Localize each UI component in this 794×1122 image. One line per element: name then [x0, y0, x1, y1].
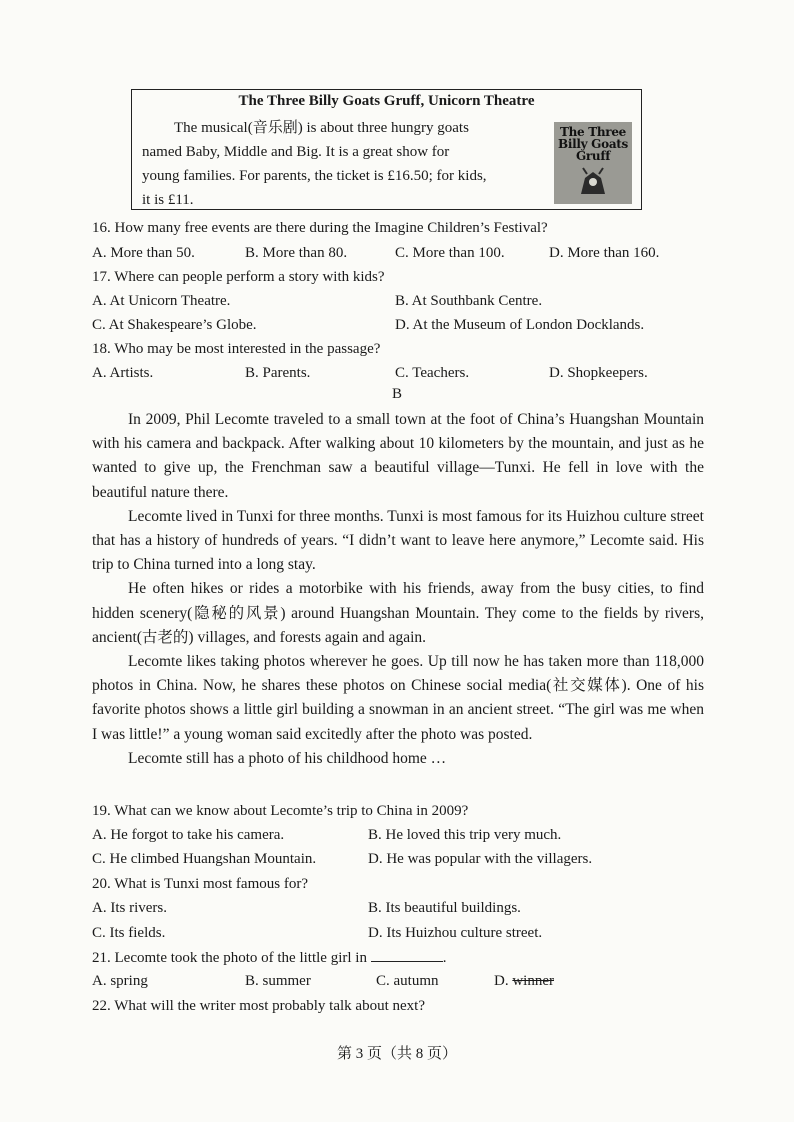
q20-option-b[interactable]: B. Its beautiful buildings. [368, 900, 521, 916]
q16-option-c[interactable]: C. More than 100. [395, 245, 505, 261]
q18-option-a[interactable]: A. Artists. [92, 365, 154, 381]
q21-stem-end: . [442, 950, 447, 966]
q19-option-b[interactable]: B. He loved this trip very much. [368, 827, 562, 843]
q21-option-a[interactable]: A. spring [92, 973, 148, 989]
q21-stem-text: 21. Lecomte took the photo of the little girl in [92, 950, 367, 966]
q18-option-c[interactable]: C. Teachers. [395, 365, 470, 381]
passage-paragraph: Lecomte likes taking photos wherever he goes. Up till now he has taken more than 118,000 photos in China. Now, he shares these photos on Chinese social media(社交媒体). One of his favorite photos shows a little girl building a snowman in an ancient street. “The girl was me when I was little!” a young woman said excitedly after the photo was posted. [92, 653, 704, 743]
question-19-stem: 19. What can we know about Lecomte’s trip to China in 2009? [92, 803, 469, 819]
poster-title-line: Gruff [575, 149, 611, 163]
passage-paragraph: He often hikes or rides a motorbike with his friends, away from the busy cities, to find hidden scenery(隐秘的风景) around Huangshan Mountain. They come to the fields by rivers, ancient(古老的) villages, and forests again and again. [92, 580, 704, 646]
passage-paragraph: Lecomte lived in Tunxi for three months. Tunxi is most famous for its Huizhou culture street that has a history of hundreds of years. “I didn’t want to leave here anymore,” Lecomte said. His trip to China turned into a long stay. [92, 507, 704, 574]
q21-option-d-label: D. [494, 973, 509, 989]
q19-option-a[interactable]: A. He forgot to take his camera. [92, 827, 285, 843]
question-17-stem: 17. Where can people perform a story with kids? [92, 269, 385, 285]
theatre-notice-box [131, 89, 642, 210]
q21-option-d-text: winner [512, 973, 554, 989]
notice-line: young families. For parents, the ticket is £16.50; for kids, [142, 168, 487, 184]
poster-image [554, 122, 632, 204]
passage-paragraph: In 2009, Phil Lecomte traveled to a small town at the foot of China’s Huangshan Mountain with his camera and backpack. After walking about 10 kilometers by the mountain, and just as he wanted to give up, the Frenchman saw a beautiful village—Tunxi. He fell in love with the beautiful nature there. [92, 411, 704, 501]
q21-option-d[interactable] [494, 973, 554, 990]
q20-option-c[interactable]: C. Its fields. [92, 925, 166, 941]
q21-option-c[interactable]: C. autumn [376, 973, 439, 989]
poster-title-line: Billy Goats [558, 137, 628, 151]
poster-title [557, 126, 629, 162]
question-22-stem: 22. What will the writer most probably talk about next? [92, 998, 425, 1014]
q18-option-b[interactable]: B. Parents. [245, 365, 311, 381]
q17-option-d[interactable]: D. At the Museum of London Docklands. [395, 317, 645, 333]
q20-option-d[interactable]: D. Its Huizhou culture street. [368, 925, 543, 941]
notice-text [142, 116, 538, 212]
notice-line: it is £11. [142, 192, 194, 208]
notice-line: The musical(音乐剧) is about three hungry goats [174, 120, 469, 136]
q18-option-d[interactable]: D. Shopkeepers. [549, 365, 648, 381]
notice-line: named Baby, Middle and Big. It is a great show for [142, 144, 450, 160]
question-20-stem: 20. What is Tunxi most famous for? [92, 876, 308, 892]
q16-option-d[interactable]: D. More than 160. [549, 245, 660, 261]
q16-option-b[interactable]: B. More than 80. [245, 245, 348, 261]
passage-b [92, 408, 704, 771]
poster-title-line: The Three [559, 125, 626, 139]
passage-paragraph: Lecomte still has a photo of his childhood home … [128, 749, 447, 767]
q17-option-c[interactable]: C. At Shakespeare’s Globe. [92, 317, 257, 333]
answer-blank [371, 949, 443, 962]
page-footer: 第 3 页（共 8 页） [336, 1046, 457, 1062]
q17-option-a[interactable]: A. At Unicorn Theatre. [92, 293, 231, 309]
notice-title: The Three Billy Goats Gruff, Unicorn Theatre [238, 93, 535, 109]
q20-option-a[interactable]: A. Its rivers. [92, 900, 167, 916]
q19-option-c[interactable]: C. He climbed Huangshan Mountain. [92, 851, 317, 867]
question-18-stem: 18. Who may be most interested in the passage? [92, 341, 381, 357]
q19-option-d[interactable]: D. He was popular with the villagers. [368, 851, 593, 867]
q21-option-b[interactable]: B. summer [245, 973, 311, 989]
question-16-stem: 16. How many free events are there during the Imagine Children’s Festival? [92, 220, 548, 236]
q17-option-b[interactable]: B. At Southbank Centre. [395, 293, 543, 309]
section-b-label: B [392, 386, 403, 402]
goat-illustration-icon [573, 164, 613, 198]
question-21-stem [92, 949, 446, 967]
q16-option-a[interactable]: A. More than 50. [92, 245, 195, 261]
